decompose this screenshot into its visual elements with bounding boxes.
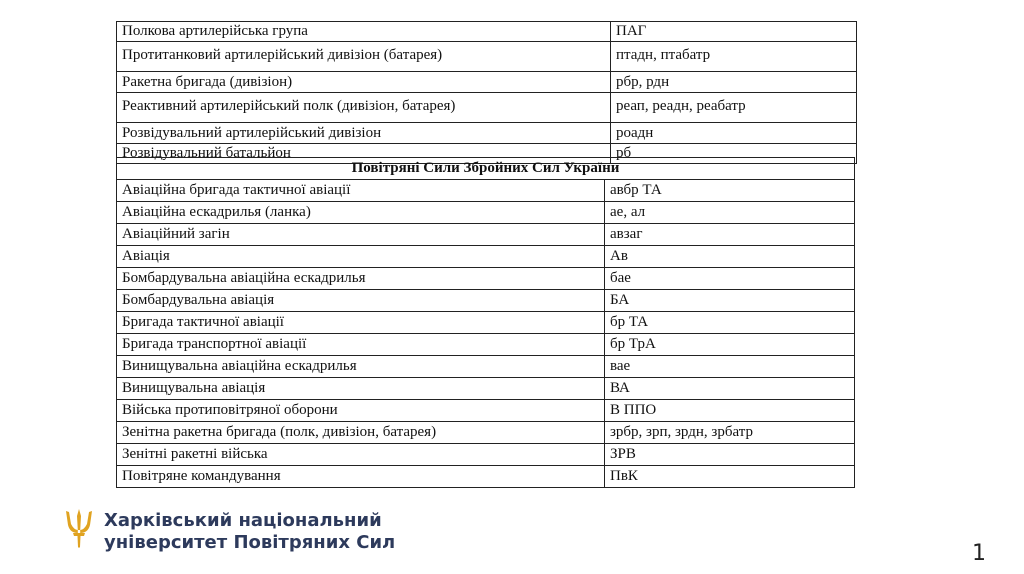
university-name-line-2: університет Повітряних Сил xyxy=(104,532,396,553)
unit-name-cell: Розвідувальний батальйон xyxy=(117,144,611,164)
unit-name-cell: Ракетна бригада (дивізіон) xyxy=(117,72,611,93)
unit-name-cell: Бригада тактичної авіації xyxy=(117,312,605,334)
table-row xyxy=(117,22,857,42)
abbreviation-cell: рбр, рдн xyxy=(611,72,857,93)
abbreviation-cell: реап, реадн, реабатр xyxy=(611,93,857,123)
university-name-line-1: Харківський національний xyxy=(104,510,382,531)
abbreviation-cell: рб xyxy=(611,144,857,164)
unit-name-cell: Протитанковий артилерійський дивізіон (батарея) xyxy=(117,42,611,72)
table-row xyxy=(117,466,855,488)
unit-name-cell: Зенітна ракетна бригада (полк, дивізіон, батарея) xyxy=(117,422,605,444)
section-header: Повітряні Сили Збройних Сил України xyxy=(117,158,855,180)
page-number: 1 xyxy=(972,541,986,566)
table-row xyxy=(117,356,855,378)
air-force-abbreviations-table xyxy=(116,157,855,488)
table-row xyxy=(117,180,855,202)
table-row xyxy=(117,246,855,268)
table-row xyxy=(117,202,855,224)
unit-name-cell: Бомбардувальна авіаційна ескадрилья xyxy=(117,268,605,290)
unit-name-cell: Авіаційна бригада тактичної авіації xyxy=(117,180,605,202)
unit-name-cell: Війська протиповітряної оборони xyxy=(117,400,605,422)
unit-name-cell: Повітряне командування xyxy=(117,466,605,488)
table-row xyxy=(117,123,857,144)
unit-name-cell: Полкова артилерійська група xyxy=(117,22,611,42)
table-section-header-row xyxy=(117,158,855,180)
abbreviation-cell: Ав xyxy=(605,246,855,268)
abbreviation-cell: ВА xyxy=(605,378,855,400)
unit-name-cell: Розвідувальний артилерійський дивізіон xyxy=(117,123,611,144)
unit-name-cell: Реактивний артилерійський полк (дивізіон, батарея) xyxy=(117,93,611,123)
table-row xyxy=(117,400,855,422)
trident-emblem-icon xyxy=(64,508,94,548)
table-row xyxy=(117,290,855,312)
unit-name-cell: Авіаційна ескадрилья (ланка) xyxy=(117,202,605,224)
table-row xyxy=(117,42,857,72)
table-row xyxy=(117,444,855,466)
abbreviation-cell: БА xyxy=(605,290,855,312)
unit-name-cell: Винищувальна авіаційна ескадрилья xyxy=(117,356,605,378)
unit-name-cell: Зенітні ракетні війська xyxy=(117,444,605,466)
unit-name-cell: Авіація xyxy=(117,246,605,268)
table-row xyxy=(117,312,855,334)
table-row xyxy=(117,422,855,444)
abbreviation-cell: ЗРВ xyxy=(605,444,855,466)
table-row xyxy=(117,334,855,356)
abbreviation-cell: бр ТрА xyxy=(605,334,855,356)
table-row xyxy=(117,72,857,93)
unit-name-cell: Авіаційний загін xyxy=(117,224,605,246)
abbreviation-cell: птадн, птабатр xyxy=(611,42,857,72)
table-row xyxy=(117,224,855,246)
abbreviation-cell: ае, ал xyxy=(605,202,855,224)
abbreviation-cell: вае xyxy=(605,356,855,378)
abbreviation-cell: бр ТА xyxy=(605,312,855,334)
unit-name-cell: Винищувальна авіація xyxy=(117,378,605,400)
table-row xyxy=(117,268,855,290)
abbreviation-cell: ПвК xyxy=(605,466,855,488)
abbreviation-cell: авзаг xyxy=(605,224,855,246)
unit-name-cell: Бригада транспортної авіації xyxy=(117,334,605,356)
abbreviation-cell: ПАГ xyxy=(611,22,857,42)
table-row xyxy=(117,378,855,400)
abbreviation-cell: роадн xyxy=(611,123,857,144)
abbreviation-cell: бае xyxy=(605,268,855,290)
abbreviation-cell: В ППО xyxy=(605,400,855,422)
university-name xyxy=(104,510,395,554)
artillery-abbreviations-table xyxy=(116,21,857,164)
abbreviation-cell: авбр ТА xyxy=(605,180,855,202)
abbreviation-cell: зрбр, зрп, зрдн, зрбатр xyxy=(605,422,855,444)
unit-name-cell: Бомбардувальна авіація xyxy=(117,290,605,312)
table-row xyxy=(117,93,857,123)
